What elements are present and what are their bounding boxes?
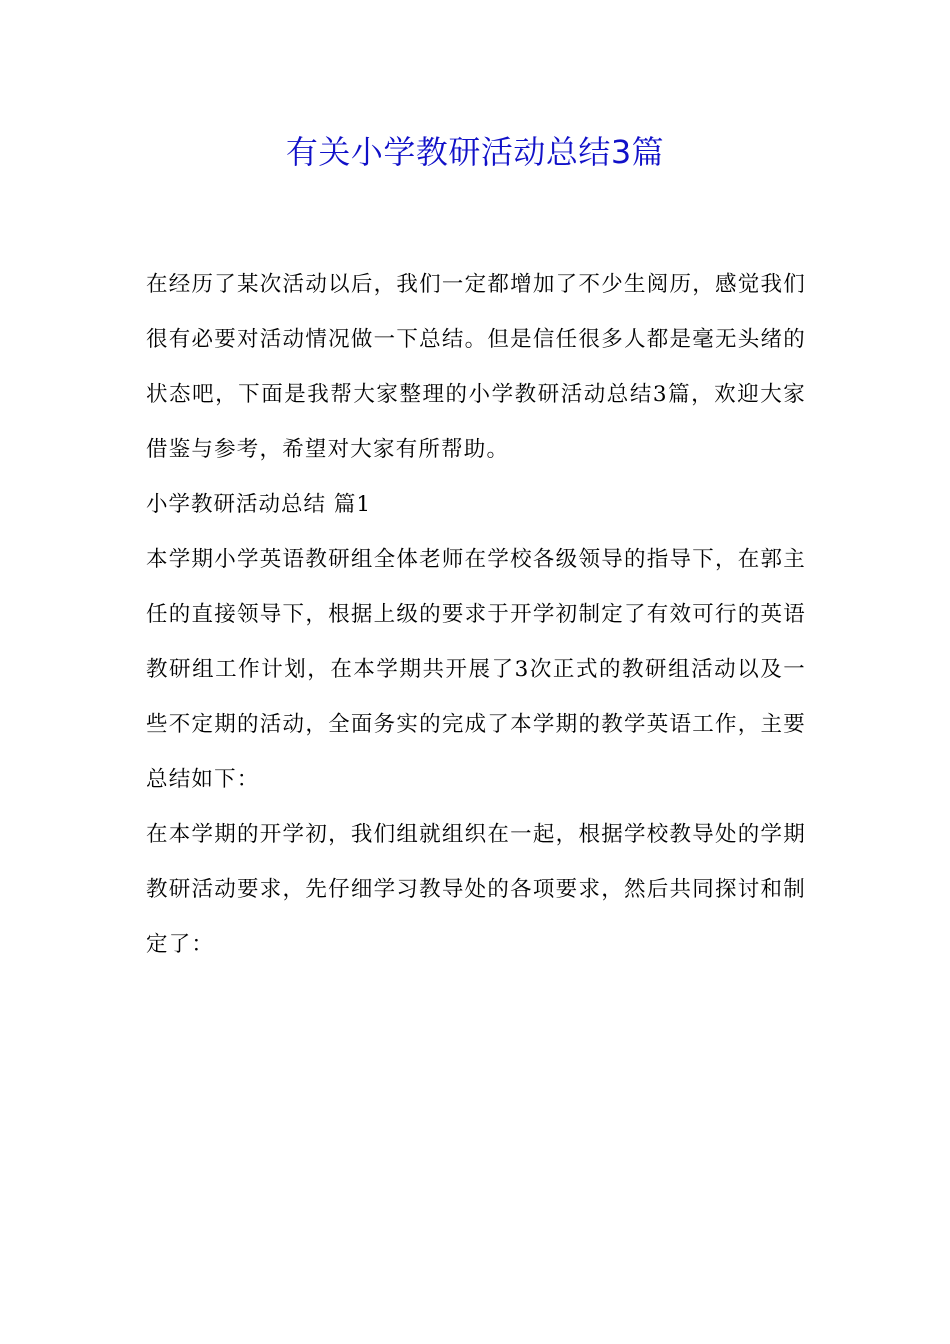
body-paragraph: 在本学期的开学初，我们组就组织在一起，根据学校教导处的学期教研活动要求，先仔细学习教导处的各项要求，然后共同探讨和制定了： (146, 822, 806, 957)
body-paragraph: 本学期小学英语教研组全体老师在学校各级领导的指导下，在郭主任的直接领导下，根据上级的要求于开学初制定了有效可行的英语教研组工作计划，在本学期共开展了3次正式的教研组活动以及一些不定期的活动，全面务实的完成了本学期的教学英语工作，主要总结如下： (146, 547, 806, 792)
document-title: 有关小学教研活动总结3篇 (285, 133, 665, 171)
intro-paragraph: 在经历了某次活动以后，我们一定都增加了不少生阅历，感觉我们很有必要对活动情况做一下总结。但是信任很多人都是毫无头绪的状态吧，下面是我帮大家整理的小学教研活动总结3篇，欢迎大家借鉴与参考，希望对大家有所帮助。 (146, 272, 806, 462)
section-heading: 小学教研活动总结 篇1 (146, 492, 372, 517)
document-body (146, 257, 806, 972)
